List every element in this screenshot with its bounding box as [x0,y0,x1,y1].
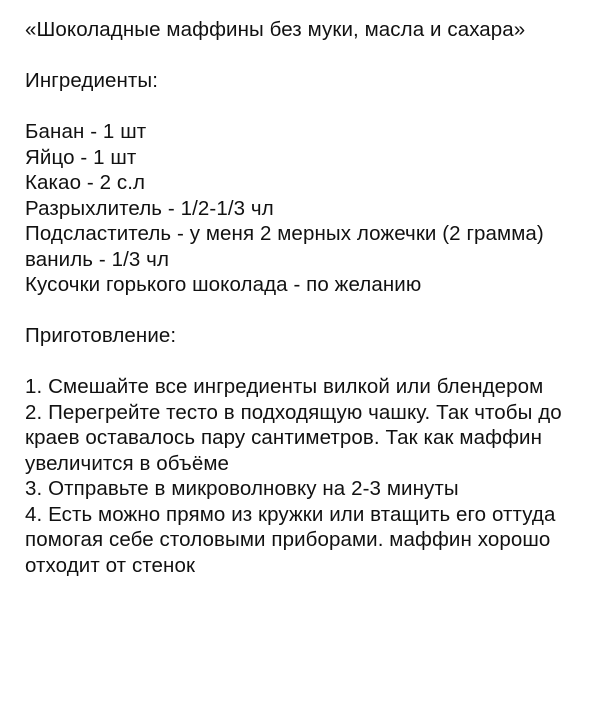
recipe-title: «Шоколадные маффины без муки, масла и сахара» [25,18,526,41]
ingredient-item: Разрыхлитель - 1/2-1/3 чл [25,196,274,220]
ingredient-item: Банан - 1 шт [25,120,147,143]
step-item: 2. Перегрейте тесто в подходящую чашку. Так чтобы до краев оставалось пару сантиметров. Так как маффин увеличится в объёме [25,400,562,475]
spacer [25,298,580,324]
ingredient-item: ваниль - 1/3 чл [25,247,170,271]
spacer [25,43,580,69]
step-item: 1. Смешайте все ингредиенты вилкой или блендером [25,375,544,398]
step-item: 3. Отправьте в микроволновку на 2-3 минуты [25,477,459,500]
ingredient-item: Кусочки горького шоколада - по желанию [25,273,422,296]
ingredient-item: Подсластитель - у меня 2 мерных ложечки (2 грамма) [25,222,544,245]
preparation-heading: Приготовление: [25,324,177,347]
step-item: 4. Есть можно прямо из кружки или втащить его оттуда помогая себе столовыми приборами. маффин хорошо отходит от стенок [25,502,556,577]
ingredient-item: Яйцо - 1 шт [25,145,137,169]
ingredient-item: Какао - 2 с.л [25,171,146,194]
spacer [25,349,580,375]
spacer [25,94,580,120]
recipe-note [25,17,580,578]
ingredients-heading: Ингредиенты: [25,69,159,92]
